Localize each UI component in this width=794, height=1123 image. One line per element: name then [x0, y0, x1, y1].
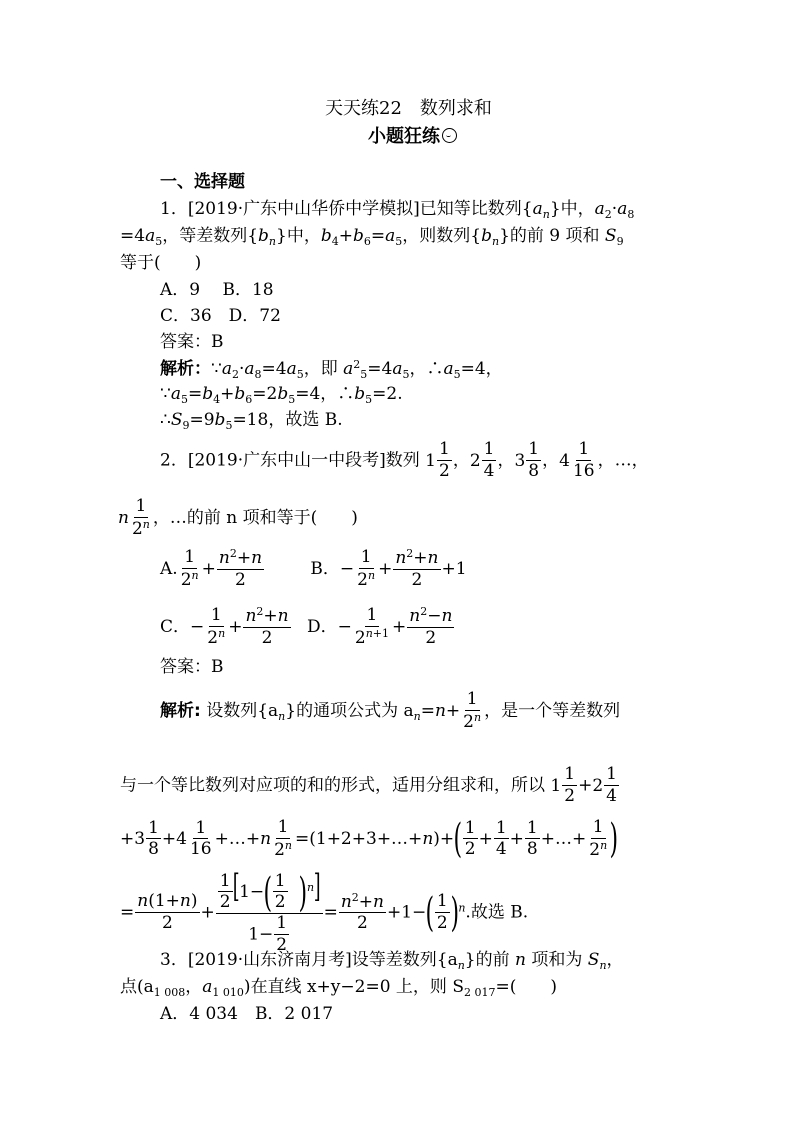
q2-tail: ，…的前 n 项和等于( ) — [152, 507, 358, 528]
q1-options-ab: A．9 B．18 — [160, 280, 274, 300]
q1-stem: 1．[2019·广东中山华侨中学模拟]已知等比数列{ — [160, 199, 533, 219]
q2-answer: 答案：B — [160, 657, 224, 677]
q2-analysis-4: = $\frac{n(1+n)}{2}$ + $\frac{1}{2}$ [1−( $\frac{1}{2}$ )$^n$] 1− $\frac{1}{2}$ = $\frac{n^2+n}{2}$ +1−( $\frac{1}{2}$ )$^n$.故选 B. — [120, 867, 529, 955]
q1-answer: 答案：B — [160, 332, 224, 352]
q2-options-ab: A. $\frac{1}{2^n}$ + $\frac{n^2+n}{2}$ B．− $\frac{1}{2^n}$ + $\frac{n^2+n}{2}$ +1 — [160, 547, 467, 590]
q3-line2b: 在直线 x+y−2=0 上，则 S — [250, 977, 464, 997]
q1-line1: 1．[2019·广东中山华侨中学模拟]已知等比数列$\{a_n\}$中，$a_2\cdot a_8$ — [160, 199, 635, 221]
circle-face-icon — [442, 128, 457, 143]
q1-analysis-2: $\because a_5=b_4+b_6=2b_5=4$，$\therefore b_5=2$. — [160, 384, 403, 406]
q2-line1: 2．[2019·广东中山一中段考]数列 1 1 2 ，2 1 4 ，3 1 8 ，4 1 16 ，…， — [160, 439, 649, 481]
q3-line1: 3．[2019·山东济南月考]设等差数列$\{a_n\}$的前 n 项和为 $S_n$， — [160, 950, 624, 972]
analysis-label: 解析: — [160, 700, 201, 721]
q3-options-ab: A．4 034 B．2 017 — [160, 1004, 334, 1024]
q2-analysis-1: 解析: 设数列$\{a_n\}$的通项公式为 $a_n=n+$ $\frac{1}{2^n}$ ，是一个等差数列 — [160, 689, 621, 732]
page-title: 天天练22 数列求和 — [325, 98, 492, 119]
q2-conclusion: .故选 B. — [465, 902, 529, 923]
q2-analysis-line2: 与一个等比数列对应项的和的形式，适用分组求和，所以 — [120, 775, 545, 796]
q1-line3: 等于( ) — [120, 253, 202, 273]
q2-analysis-3: +3 1 8 +4 1 16 +…+ n 1 2$^n$ =(1+2+3+…+n)+( $\frac{1}{2}$ + $\frac{1}{4}$ + $\frac{1}{8}$ +…+ $\frac{1}{2^n}$ ) — [120, 816, 619, 863]
q3-line2: 点($a_{1 008}$，$a_{1 010}$)在直线 x+y−2=0 上，则 $S_{2 017}=$( ) — [120, 977, 557, 999]
q1-options-cd: C．36 D．72 — [160, 306, 281, 326]
analysis-label: 解析： — [160, 359, 211, 379]
q1-analysis-1: 解析：$\because a_2\cdot a_8=4a_5$，即 $a^2_5=4a_5$，$\therefore a_5=4$， — [160, 358, 503, 381]
page-subtitle — [368, 126, 457, 148]
section-heading: 一、选择题 — [160, 172, 245, 192]
q2-stem: 2．[2019·广东中山一中段考]数列 — [160, 450, 420, 471]
q2-analysis-t1: 设数列{a — [206, 700, 279, 721]
subtitle-text: 小题狂练 — [368, 126, 440, 147]
q2-analysis-2: 与一个等比数列对应项的和的形式，适用分组求和，所以 1 1 2 +2 1 4 — [120, 764, 617, 806]
q2-analysis-t3: ，是一个等差数列 — [484, 700, 621, 721]
q2-analysis-t2: }的通项公式为 a — [285, 700, 414, 721]
q1-analysis-3: $\therefore S_9=9b_5=18$，故选 B. — [160, 410, 343, 432]
q3-stem: 3．[2019·山东济南月考]设等差数列{a — [160, 950, 458, 970]
q3-line2a: 点(a — [120, 977, 154, 997]
q2-line2: n 1 2$^n$ ，…的前 n 项和等于( ) — [118, 496, 358, 539]
q2-options-cd: C．− $\frac{1}{2^n}$ + $\frac{n^2+n}{2}$ D．− $\frac{1}{2^{n+1}}$ + $\frac{n^2-n}{2}$ — [160, 605, 453, 648]
q1-line2: $=4a_5$，等差数列$\{b_n\}$中，$b_4+b_6=a_5$，则数列$\{b_n\}$的前 9 项和 $S_9$ — [120, 226, 624, 248]
